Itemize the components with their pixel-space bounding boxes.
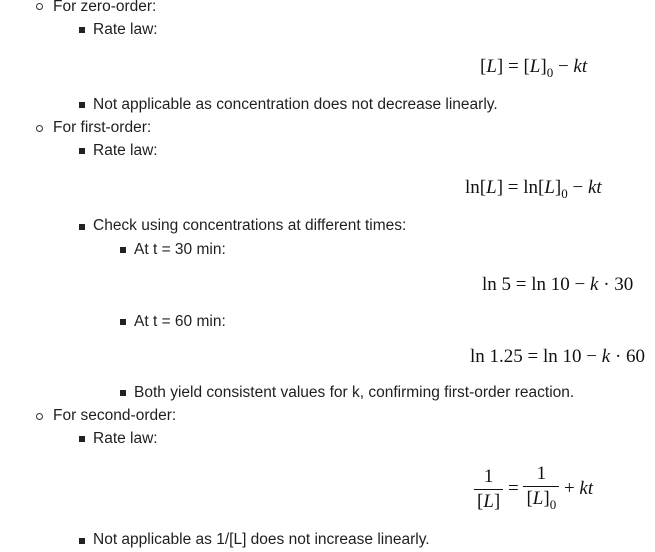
second-order-note: Not applicable as 1/[L] does not increase linearly. — [93, 531, 430, 548]
second-order-equation: $\frac{1}{[L]}$ = $\frac{1}{[L]_0}$ + kt — [474, 462, 593, 517]
first-order-rate-law-label: Rate law: — [93, 142, 158, 159]
bullet-square-icon — [120, 319, 126, 325]
zero-order-heading: For zero-order: — [53, 0, 157, 15]
bullet-circle-icon — [36, 3, 43, 10]
first-order-heading: For first-order: — [53, 119, 152, 136]
second-order-rate-law-label: Rate law: — [93, 430, 158, 447]
zero-order-rate-law-label: Rate law: — [93, 21, 158, 38]
t30-label: At t = 30 min: — [134, 241, 226, 258]
bullet-square-icon — [79, 148, 85, 154]
t30-equation: ln 5 = ln 10 − k · 30 — [482, 274, 634, 295]
bullet-square-icon — [120, 247, 126, 253]
first-order-check-label: Check using concentrations at different times: — [93, 217, 407, 234]
bullet-square-icon — [79, 224, 85, 230]
first-order-conclusion: Both yield consistent values for k, confirming first-order reaction. — [134, 384, 575, 401]
second-order-heading: For second-order: — [53, 407, 177, 424]
zero-order-note: Not applicable as concentration does not decrease linearly. — [93, 96, 498, 113]
bullet-square-icon — [79, 538, 85, 544]
bullet-circle-icon — [36, 125, 43, 132]
bullet-square-icon — [79, 27, 85, 33]
bullet-square-icon — [79, 436, 85, 442]
bullet-square-icon — [120, 390, 126, 396]
bullet-circle-icon — [36, 413, 43, 420]
t60-label: At t = 60 min: — [134, 313, 226, 330]
bullet-square-icon — [79, 102, 85, 108]
zero-order-equation: $[L] = [L]_0$ − kt — [480, 56, 588, 80]
t60-equation: ln 1.25 = ln 10 − k · 60 — [470, 346, 646, 367]
first-order-equation: $\ln[L] = \ln[L]_0$ − kt — [465, 177, 602, 201]
